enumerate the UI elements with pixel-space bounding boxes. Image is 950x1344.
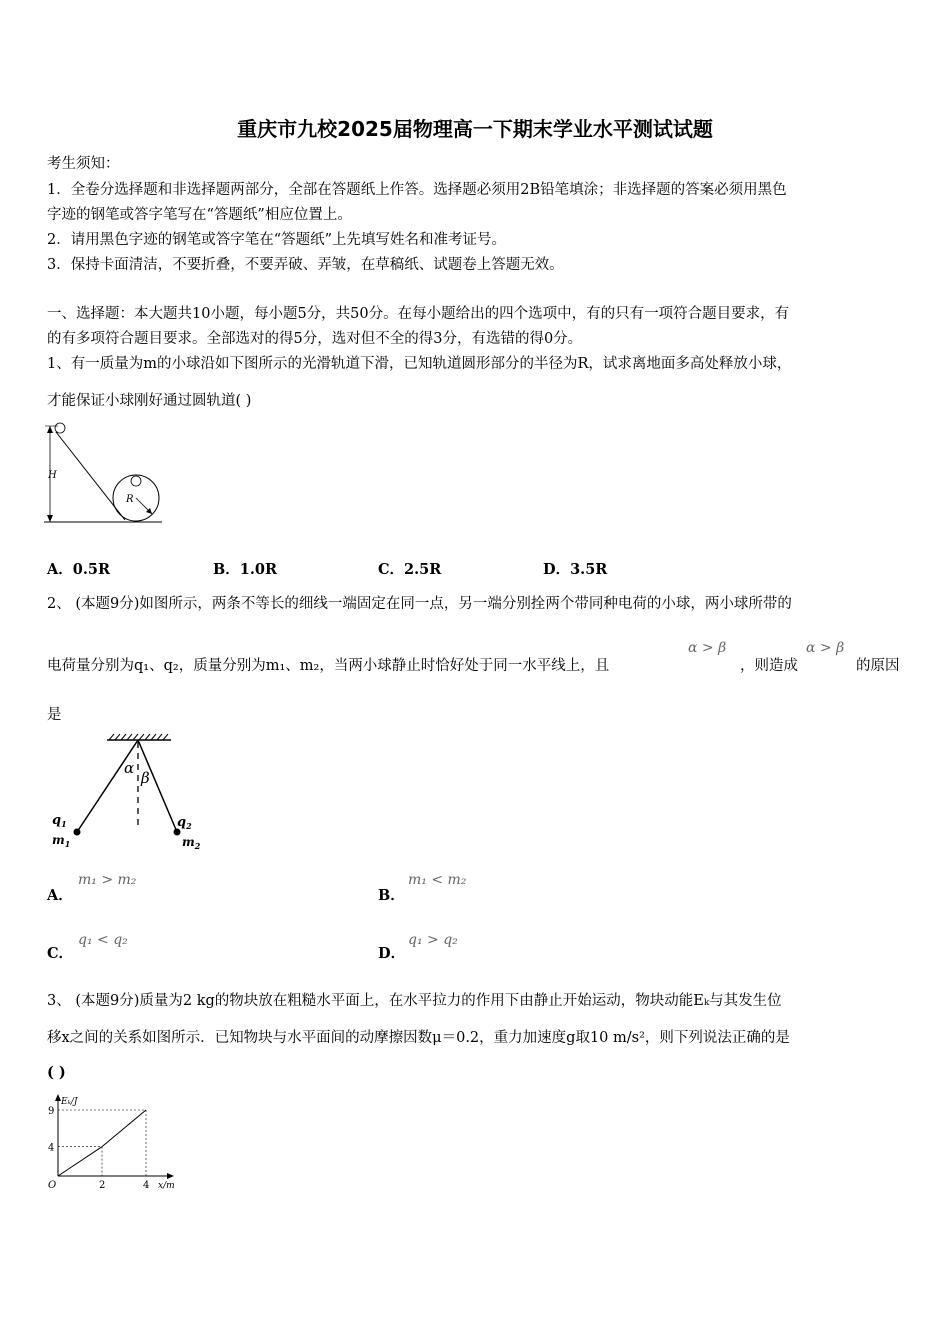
q2-charge-subscript: 2 (186, 821, 192, 831)
svg-text:m1 (52, 833, 70, 849)
m2-mass-label: m (182, 835, 195, 849)
x-axis-arrow (167, 1173, 174, 1179)
q2-stem-2: 电荷量分别为q₁、q₂，质量分别为m₁、m₂，当两小球静止时恰好处于同一水平线上，且 (47, 658, 610, 674)
q2-condition-2: α > β (806, 640, 845, 656)
q1-loop-track-figure (40, 418, 170, 528)
q3-ek-chart (40, 1090, 190, 1200)
y-axis-label: Eₖ/J (61, 1097, 78, 1107)
q1-option-a[interactable]: A．0.5R (47, 561, 111, 578)
q2-option-c-label[interactable]: C． (47, 945, 74, 962)
q2-option-b-text[interactable]: m₁ < m₂ (408, 872, 467, 888)
doc-title: 重庆市九校2025届物理高一下期末学业水平测试试题 (237, 117, 713, 141)
q2-option-d-text[interactable]: q₁ > q₂ (408, 932, 458, 948)
svg-text:q2 (177, 815, 192, 831)
q1-charge-subscript: 1 (61, 819, 67, 829)
svg-text:m2 (182, 835, 201, 851)
y-tick-label-4: 4 (48, 1142, 55, 1154)
x-tick-label-4: 4 (143, 1180, 150, 1191)
q2-option-a-text[interactable]: m₁ > m₂ (78, 872, 137, 888)
q2-stem-1: 2、 (本题9分)如图所示，两条不等长的细线一端固定在同一点，另一端分别拴两个带同种电荷的小球，两小球所带的 (47, 596, 792, 612)
y-tick-label-9: 9 (48, 1106, 55, 1117)
x-tick-label-2: 2 (99, 1180, 106, 1191)
q1-option-d[interactable]: D．3.5R (543, 561, 608, 578)
series-segment-2 (102, 1110, 146, 1147)
q1-radius-label: R (126, 494, 134, 505)
section-instructions-1: 一、选择题：本大题共10小题，每小题5分，共50分。在每小题给出的四个选项中，有的只有一项符合题目要求，有 (47, 306, 790, 322)
series-segment-1 (58, 1147, 102, 1176)
svg-text:q1 (52, 813, 67, 829)
q2-stem-2-mid: ，则造成 (740, 658, 798, 674)
q2-option-d-label[interactable]: D． (378, 945, 406, 962)
q1-stem-1: 1、有一质量为m的小球沿如下图所示的光滑轨道下滑，已知轨道圆形部分的半径为R，试求离地面多高处释放小球， (47, 356, 792, 372)
notice-item-1: 1．全卷分选择题和非选择题两部分，全部在答题纸上作答。选择题必须用2B铅笔填涂；非选择题的答案必须用黑色 (47, 182, 787, 198)
q2-charge-label: q (177, 815, 187, 830)
q2-stem-2-end: 的原因 (856, 658, 900, 674)
x-axis-label: x/m (158, 1181, 175, 1191)
q1-option-c[interactable]: C．2.5R (378, 561, 442, 578)
m1-mass-subscript: 1 (64, 839, 71, 849)
m2-mass-subscript: 2 (194, 841, 201, 851)
q2-option-a-label[interactable]: A． (47, 887, 73, 904)
q1-option-b[interactable]: B．1.0R (213, 561, 278, 578)
q2-option-b-label[interactable]: B． (378, 887, 405, 904)
m1-mass-label: m (52, 833, 65, 847)
q3-stem-1: 3、 (本题9分)质量为2 kg的物块放在粗糙水平面上，在水平拉力的作用下由静止开始运动，物块动能Eₖ与其发生位 (47, 993, 782, 1009)
q3-stem-3: ( ) (47, 1064, 66, 1081)
q1-charge-label: q (52, 813, 62, 828)
q2-stem-3: 是 (47, 707, 62, 723)
notice-item-1-cont: 字迹的钢笔或答字笔写在“答题纸”相应位置上。 (47, 207, 352, 223)
q2-option-c-text[interactable]: q₁ < q₂ (78, 932, 128, 948)
origin-label: O (48, 1180, 57, 1191)
notice-heading: 考生须知： (47, 156, 120, 172)
beta-label: β (141, 769, 150, 787)
alpha-label: α (124, 759, 135, 777)
notice-item-2: 2．请用黑色字迹的钢笔或答字笔在“答题纸”上先填写姓名和准考证号。 (47, 232, 507, 248)
q3-stem-2: 移x之间的关系如图所示．已知物块与水平面间的动摩擦因数μ＝0.2，重力加速度g取10 m/s²，则下列说法正确的是 (47, 1030, 790, 1046)
q1-stem-2: 才能保证小球刚好通过圆轨道( ) (47, 393, 252, 409)
q2-pendulum-figure (45, 728, 215, 853)
section-instructions-2: 的有多项符合题目要求。全部选对的得5分，选对但不全的得3分，有选错的得0分。 (47, 331, 583, 347)
q2-condition-1: α > β (688, 640, 727, 656)
notice-item-3: 3．保持卡面清洁，不要折叠，不要弄破、弄皱，在草稿纸、试题卷上答题无效。 (47, 257, 564, 273)
q1-height-label: H (48, 470, 57, 481)
